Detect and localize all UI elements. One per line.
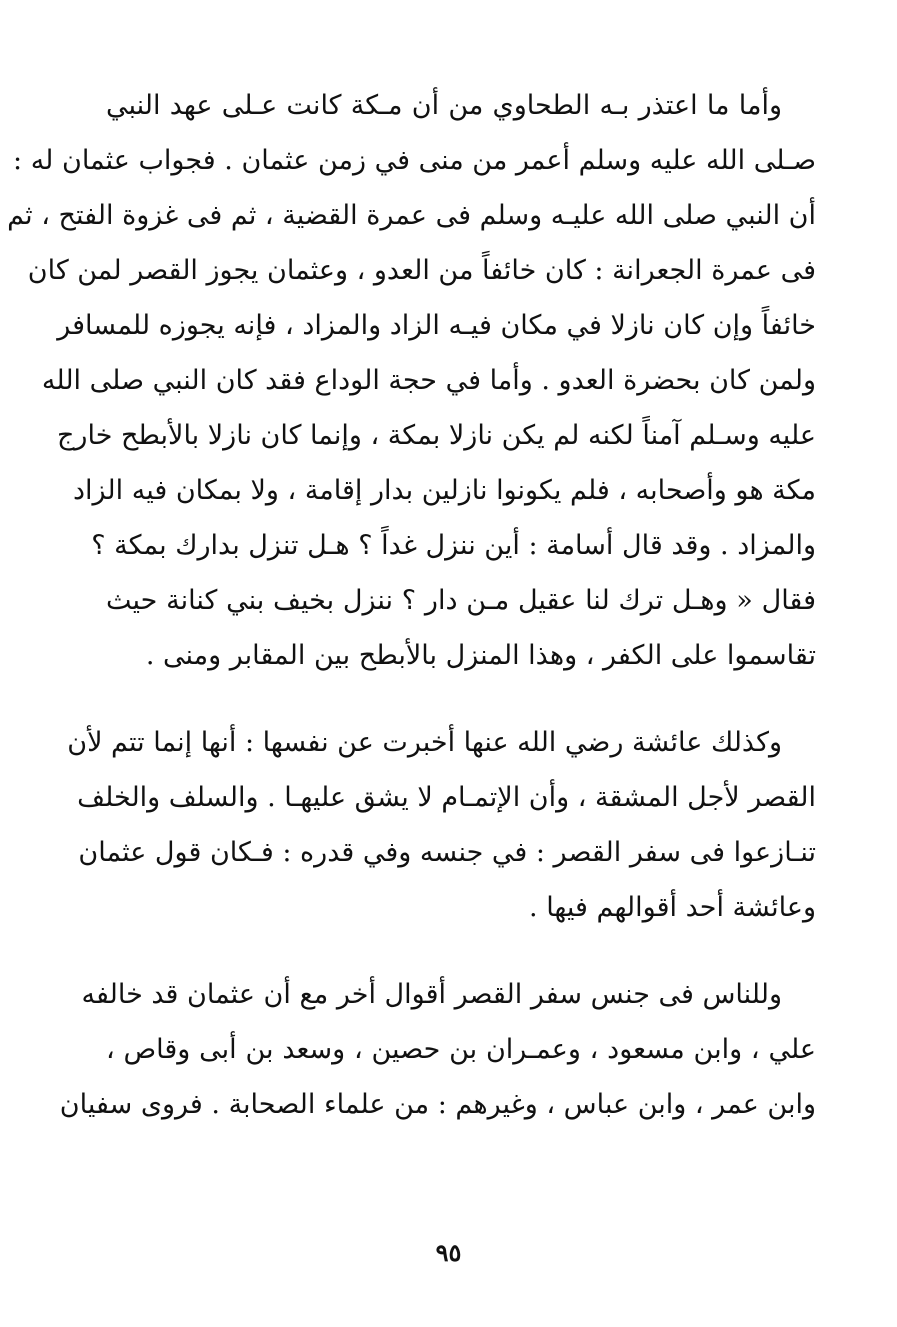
- paragraph-gap: [106, 935, 816, 967]
- text-line: فقال « وهـل ترك لنا عقيل مـن دار ؟ ننزل بخيف بني كنانة حيث: [106, 585, 816, 616]
- paragraph-2: [67, 715, 816, 935]
- paragraph-1: [7, 78, 816, 683]
- text-line: تقاسموا على الكفر ، وهذا المنزل بالأبطح بين المقابر ومنى .: [145, 640, 816, 671]
- paragraph-gap: [106, 683, 816, 715]
- text-line: وأما ما اعتذر بـه الطحاوي من أن مـكة كانت عـلى عهد النبي: [106, 90, 782, 121]
- text-line: ولمن كان بحضرة العدو . وأما في حجة الوداع فقد كان النبي صلى الله: [41, 365, 816, 396]
- text-line: خائفاً وإن كان نازلا في مكان فيـه الزاد والمزاد ، فإنه يجوزه للمسافر: [57, 310, 816, 341]
- page-number: ٩٥: [435, 1238, 462, 1267]
- text-line: وعائشة أحد أقوالهم فيها .: [529, 892, 816, 923]
- text-line: أن النبي صلى الله عليـه وسلم فى عمرة القضية ، ثم فى غزوة الفتح ، ثم: [7, 200, 816, 231]
- text-line: وللناس فى جنس سفر القصر أقوال أخر مع أن عثمان قد خالفه: [81, 979, 782, 1010]
- text-line: مكة هو وأصحابه ، فلم يكونوا نازلين بدار إقامة ، ولا بمكان فيه الزاد: [72, 475, 816, 506]
- text-line: والمزاد . وقد قال أسامة : أين ننزل غداً ؟ هـل تنزل بدارك بمكة ؟: [91, 530, 816, 561]
- text-line: صـلى الله عليه وسلم أعمر من منى في زمن عثمان . فجواب عثمان له :: [13, 145, 816, 176]
- text-line: وكذلك عائشة رضي الله عنها أخبرت عن نفسها : أنها إنما تتم لأن: [67, 727, 782, 758]
- text-line: تنـازعوا فى سفر القصر : في جنسه وفي قدره : فـكان قول عثمان: [78, 837, 816, 868]
- text-line: القصر لأجل المشقة ، وأن الإتمـام لا يشق عليهـا . والسلف والخلف: [77, 782, 816, 813]
- text-line: وابن عمر ، وابن عباس ، وغيرهم : من علماء الصحابة . فروى سفيان: [59, 1089, 816, 1120]
- text-line: فى عمرة الجعرانة : كان خائفاً من العدو ، وعثمان يجوز القصر لمن كان: [27, 255, 816, 286]
- text-line: علي ، وابن مسعود ، وعمـران بن حصين ، وسعد بن أبى وقاص ،: [106, 1034, 816, 1065]
- page-text: [7, 78, 816, 1132]
- text-line: عليه وسـلم آمناً لكنه لم يكن نازلا بمكة ، وإنما كان نازلا بالأبطح خارج: [57, 420, 816, 451]
- paragraph-3: [59, 967, 816, 1132]
